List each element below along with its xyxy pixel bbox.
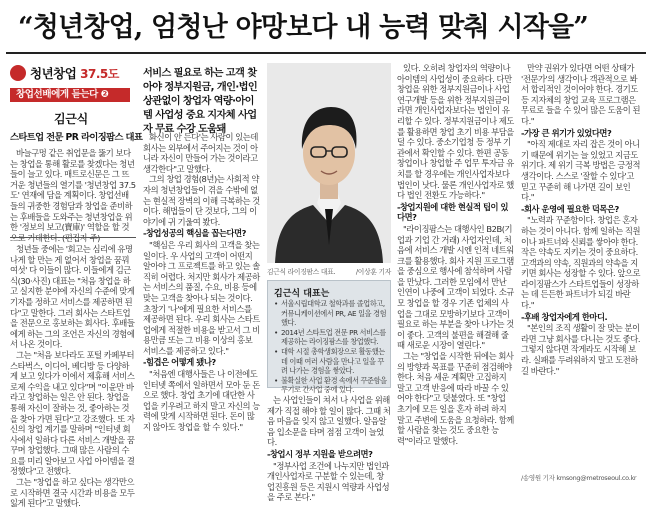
intro-divider: [10, 237, 136, 238]
series-badge: 창업선배에게 듣는다 ❷: [10, 88, 130, 102]
section-subheading: -창업지원에 대한 현실적 팁이 있다면?: [397, 201, 509, 223]
profile-item: • 2014년 스타트업 전문 PR 서비스를 제공하는 라이징팜스를 창업했다.: [274, 328, 388, 347]
body-paragraph: 그는 "처음 보다라도 포털 카페부터 스타벅스, 이디어, 베디방 등 다양하게 보고 있다가 이에서 제휴해 서비스로제 수익을 내고 있다"며 "이윤만 바라고 창업하는 일은 안 된다. 창업을 통해 자신이 잘하는 것, 좋아하는 것을 찾아 가면 된다"고 강조했다. 또 자신의 창업 계기를 말하며 "인터넷 회사에서 일하다 다른 서비스 개발을 꿈꾸며 창업했다. 그때 많은 사람의 수요를 미리 알아보고 사업 아이템을 결정했다"고 전했다.: [10, 349, 135, 477]
profile-item: • 불확실한 사업 환경 속에서 꾸준함을 무기로 간사업 중에 있다.: [274, 376, 388, 395]
body-paragraph: 있다. 오히려 창업자의 역량이나 아이템의 사업성이 중요하다. 다만 창업을 위한 정부지원금이나 사업 연구개발 등을 위한 정부지원금이라면 개인사업자보다는 법인이 유리할 수 있다. 정부지원금이나 제도를 활용하면 창업 초기 비용 부담을 덜 수 있다. 중소기업청 등 정부 기관에서 확인할 수 있다. 한편 공동창업이나 창업할 주 업무 투자금 유치를 할 경우에는 개인사업자보다 법인이 낫다. 물론 개인사업자로 했다 법인 전환도 가능하다.": [397, 63, 514, 201]
section-subheading: -창업성공의 핵심을 꼽는다면?: [143, 228, 247, 239]
reporter-email: /송영원 기자 kmsong@metroseoul.co.kr: [521, 474, 637, 482]
body-paragraph: "노력과 꾸준함이다. 창업은 혼자 하는 것이 아니다. 함께 일하는 직원이나 파트너와 신뢰를 쌓아야 한다. 작은 약속도 지키는 것이 중요하다. 고객과의 약속, 직원과의 약속을 지키면 회사는 성장할 수 있다. 앞으로 라이징팜스가 스타트업들이 성장하는 데 든든한 파트너가 되길 바란다.": [521, 215, 641, 311]
body-paragraph: "핵심은 우리 회사의 고객을 찾는 일이다. 우 사업의 고객이 어떤지 알아야 그 프로젝트를 하고 있는 솔직히 어렵다. 처지만 회사가 제공하는 서비스의 품질, 수요, 비용 등에 맞는 고객을 찾아나 되는 것이다. 초창기 '나'에게 필요한 서비스를 제공하면 된다. 우리 회사는 스타트업에게 적절한 비용을 받고서 그 비용만큼 또는 그 비용 이상의 홍보 서비스를 제공하고 있다.": [143, 239, 260, 356]
profile-title: 김근식 대표는: [274, 289, 330, 299]
profile-list: [274, 299, 388, 395]
body-paragraph: 그의 창업 경험(8년)는 사회적 약자의 청년창업들이 겪을 수밖에 없는 현실적 장벽의 이해 극복하는 것이다. 해법들이 단 것보다, 그의 이야기에 귀 기울여 봤다.: [143, 174, 260, 227]
section-subheading: -창업시 정부 지원을 받으려면?: [267, 448, 373, 459]
body-paragraph: 청년들 중에는 '회고는 심리에 유명나게 할 만는 게 없어서 창업을 꿈꿔 여섯' 다 이들이 많다. 이들에게 김근식(30·사진) 대표는 "처음 창업을 하고 실지한 분야에 자신의 수준에 맞게 기자를 정하고 서비스를 제공하면 된다"고 말한다. 그러 회사는 스타트업을 전문으로 홍보하는 회사다. 후배들에게 하는 그의 조언은 자신의 경험에서 나온 것이다.: [10, 244, 135, 350]
body-paragraph: "아직 제대로 자리 잡은 것이 아니기 때문에 위기는 늘 있었고 지금도 위기다. 제 위기 극복 방법은 긍정적 생각이다. 스스로 '잘할 수 있다'고 믿고 꾸준히 해 나가면 길이 보인다.": [521, 139, 641, 203]
profile-item: • 대학 시절 총학생회장으로 활동했는데 이때 여러 사람을 만나고 일을 꾸려 나가는 경험을 쌓았다.: [274, 347, 388, 376]
body-paragraph: 그는 "창업을 시작한 뒤에는 회사의 방향과 목표를 꾸준히 점검해야 한다. 처음 세운 계획만 고집하지 말고 고객 반응에 따라 바꿀 수 있어야 한다"고 덧붙였다. 또 "창업 초기에 모든 일을 혼자 하려 하지 말고 주변에 도움을 요청하라. 함께할 사람을 찾는 것도 중요한 능력"이라고 말했다.: [397, 351, 514, 446]
photo-credit: /이상훈 기자: [355, 268, 391, 276]
body-paragraph: "처음엔 대행사들은 나 이전에도 인터넷 쪽에서 일하면서 모아 둔 돈으로 했다. 창업 초기에 대단한 사업을 키우려고 하지 말고 자신의 능력에 맞게 시작하면 된다. 돈이 많지 않아도 창업을 할 수 있다.": [143, 369, 260, 433]
body-column-4: [397, 63, 515, 482]
body-paragraph: 는 사업인들이 쳐서 나 사업을 위해 제가 직접 해야 할 일이 많다. 그때 처음 마음을 잊지 않고 일했다. 알음알음 입소문을 타며 점점 고객이 늘었다.: [267, 395, 391, 448]
series-logo: [10, 63, 130, 83]
body-column-3: [267, 395, 391, 503]
profile-box: [267, 280, 391, 395]
body-paragraph: 화신이 안 든다'는 사람이 있는데 회사는 외부에서 주어지는 것이 아니라 자신이 만들어 가는 것이라고 생각한다"고 말했다.: [143, 132, 258, 174]
intro-note: 바늘구멍 같은 취업문을 뚫기 보다는 창업을 통해 활로를 찾겠다는 청년들이 늘고 있다. 매트로신문은 그 뜨거운 청년들의 열기를 '청년창업 37.5도' 연재에 담을 계획이다. 창업선배들의 귀중한 경험담과 창업을 준비하는 후배들을 도와주는 청년창업을 위한 '정보의 보고(寶庫)' 역할을 할 것: [10, 148, 136, 233]
photo-caption: [267, 266, 391, 276]
body-paragraph: 그는 "창업을 하고 싶다는 생각만으로 시작하면 결국 시간과 비용을 모두 잃게 된다"고 말했다.: [10, 477, 135, 509]
series-number: 37.5도: [80, 67, 119, 81]
body-column-2: [143, 132, 261, 482]
portrait-photo: [267, 63, 391, 263]
byline-role: 스타트업 전문 PR 라이징팜스 대표: [10, 132, 143, 143]
headline: “청년창업, 엄청난 야망보다 내 능력 맞춰 시작을”: [18, 12, 589, 43]
photo-caption-text: 김근식 라이징팜스 대표.: [267, 268, 336, 276]
series-name: 청년창업 37.5도: [30, 66, 119, 81]
globe-icon: [10, 65, 26, 81]
byline-writer: 김근식: [54, 112, 88, 126]
deck-summary: 서비스 필요로 하는 고객 찾아야 정부지원금, 개인·법인 상관없이 창업자 역량·아이템 사업성 중요 지자체 사업자 무료 수강 도움돼: [143, 68, 258, 135]
body-paragraph: 만약 권위가 있다면 어떤 상태가 '전문가'의 생각이나 객관적으로 봐서 합리적인 것이어야 한다. 경기도 등 지자체의 창업 교육 프로그램은 무료로 들을 수 있어 많은 도움이 된다.": [521, 63, 641, 126]
profile-item: • 서울시립대학교 철학과를 졸업하고, 커뮤니케이션에서 PR, AE 일을 경험했다.: [274, 299, 388, 328]
body-column-1: [10, 244, 136, 509]
body-paragraph: "정부사업 조건에 나누지만 법인과 개인사업자로 구분할 수 있는데, 창업진흥원 등은 지원시 역량과 사업성을 주로 본다.": [267, 460, 390, 503]
byline: [10, 110, 143, 143]
body-paragraph: "라이징팜스는 대행사인 B2B(기업과 기업 간 거래) 사업자인데, 처음에 서비스 개발 시엔 인적 네트워크를 활용했다. 회사 지원 프로그램을 중심으로 행사에 참석하며 사람을 만났다. 그러한 모임에서 만난 인연이 나중에 고객이 되었다. 소규모 창업을 할 경우 기존 업체의 사업을 그대로 모방하기보다 고객이 필요로 하는 부분을 찾아 나가는 것이 좋다. 고객의 불편을 해결해 줄 때 새로운 시장이 열린다.": [397, 223, 514, 351]
section-subheading: -가장 큰 위기가 있었다면?: [521, 127, 612, 138]
headline-divider: [6, 52, 646, 54]
section-subheading: -힘겹은 어떻게 됐나?: [143, 357, 216, 368]
section-subheading: -후배 창업자에게 한마디.: [521, 311, 608, 322]
body-column-5: [521, 63, 643, 469]
body-paragraph: "본인의 조직 생활이 잘 맞는 분이라면 그냥 회사를 다니는 것도 좋다. 그렇지 않다면 작게라도 시작해 보라. 실패를 두려워하지 말고 도전하길 바란다.": [521, 323, 641, 376]
section-subheading: -회사 운영에 필요한 덕목은?: [521, 203, 619, 214]
